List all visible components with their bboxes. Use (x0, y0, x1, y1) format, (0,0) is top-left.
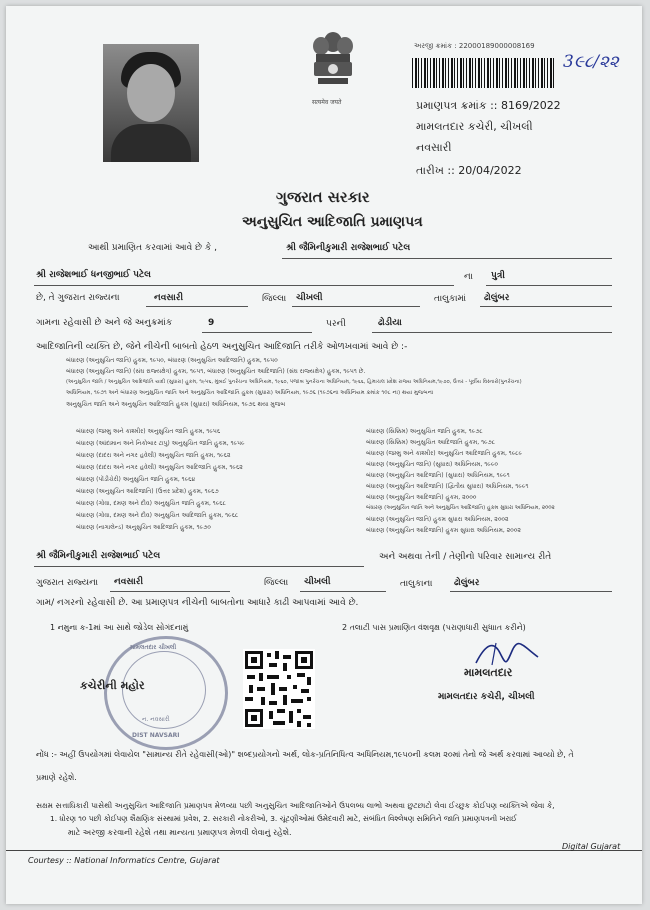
district2-value: નવસારી (114, 577, 144, 587)
note-benefits: સક્ષમ સત્તાધિકારી પાસેથી અનુસુચિત આદિજાતિ પ્રમાણપત્ર મેળવ્યા પછી અનુસુચિત આદિજાતિઓને ઉપલબ્ધ લાભો અથવા છુટછાટો લેવા ઈચ્છુક કોઈપણ વ્યક્તિએ જેવા કે, (36, 801, 555, 810)
taluka-label: તાલુકામાં (434, 294, 467, 304)
photo-face (127, 64, 175, 122)
issuing-district: નવસારી (416, 141, 452, 154)
office-seal-label: કચેરીની મહોર (80, 679, 145, 692)
order-left-item: બંધારણ (દાદરા અને નગર હવેલી) અનુસુચિત આદિજાતિ હુકમ, ૧૯૬૨ (76, 464, 243, 471)
issuing-office: મામલતદાર કચેરી, ચીખલી (416, 120, 533, 133)
barcode (412, 58, 554, 88)
note-residence-cont: પ્રમાણે રહેશે. (36, 773, 77, 782)
village2-underline (450, 591, 612, 592)
village2-value: ઢોલુંબર (454, 578, 480, 588)
village-value: ઢોલુંબર (484, 293, 510, 303)
applicant-name: શ્રી જૈમિનીકુમારી રાજેશભાઈ પટેલ (286, 243, 411, 253)
order-item: બંધારણ (અનુસુચિત જાતિ) હુકમ, ૧૯૫૦, બંધારણ (અનુસુચિત આદિજાતિ) હુકમ, ૧૯૫૦ (66, 357, 278, 364)
order-left-item: બંધારણ (પોંડીચેરી) અનુસુચિત જાતિ હુકમ, ૧૯૬૪ (76, 476, 196, 483)
na-label: ના (464, 272, 473, 282)
order-right-item: બંધારણ (અનુસુચિત આદિજાતિ) હુકમ, ૨૦૦૦ (366, 494, 477, 501)
note-validity: માટે અરજી કરવાની રહેશે તથા માન્યતા પ્રમાણપત્ર મેળવી લેવાનું રહેશે. (68, 828, 292, 837)
district2-label: જિલ્લા (264, 578, 289, 588)
order-right-item: બંધારણ (અનુસુચિત જાતિ) હુકમ સુધારા અધિનિયમ, ૨૦૦૨ (366, 516, 509, 523)
serial-label: પરની (326, 319, 346, 329)
order-right-item: બંધારણ (અનુસુચિત જાતિ અને અનુસુચિત આદિજાતિ) હુકમ સુધારા અધિનિયમ, ૨૦૦૨ (366, 505, 555, 511)
order-right-item: બંધારણ (અનુસુચિત આદિજાતિ) હુકમ સુધારા અધિનિયમ, ૨૦૦૨ (366, 527, 521, 534)
photo-body (111, 124, 191, 162)
application-number: અરજી ક્રમાંક : 22000189000008169 (414, 42, 535, 50)
signatory-title: મામલતદાર (464, 666, 513, 679)
state2-label: ગુજરાત રાજ્યના (36, 578, 99, 588)
digital-gujarat-label: Digital Gujarat (562, 842, 621, 851)
handwritten-number: 3૯૮/૨૨ (563, 52, 619, 72)
order-item: બંધારણ (અનુસુચિત જાતિ) (સંઘ રાજ્યક્ષેત્ર) હુકમ, ૧૯૫૧, બંધારણ (અનુસુચિત આદિજાતિ) (સંઘ રાજ્યક્ષેત્ર) હુકમ, ૧૯૫૧ છે. (66, 368, 366, 375)
seal-bottom-text: DIST NAVSARI (132, 732, 180, 739)
qr-code-icon (243, 649, 315, 729)
signatory-office: મામલતદાર કચેરી, ચીખલી (438, 692, 535, 702)
order-item: અધિનિયમ, ૧૯૭૧ અને બંધારણ અનુસુચિત જાતિ અને અનુસુચિત આદિજાતિ હુકમ (સુધારા) અધિનિયમ, ૧૯૭૬ (૧૯૭૬ના અધિનિયમ ક્રમાંક ૧૦૮ ના) થયા મુજબના (66, 390, 434, 396)
certificate-page (6, 6, 642, 904)
village-label: ગામના રહેવાસી છે અને જે અનુક્રમાંક (36, 318, 173, 328)
order-left-item: બંધારણ (ગોવા, દમણ અને દીવ) અનુસુચિત જાતિ હુકમ, ૧૯૬૮ (76, 500, 226, 507)
certificate-title: અનુસુચિત આદિજાતિ પ્રમાણપત્ર (242, 214, 423, 230)
applicant-photo (103, 44, 199, 162)
order-left-item: બંધારણ (દાદરા અને નગર હવેલી) અનુસુચિત જાતિ હુકમ, ૧૯૬૨ (76, 452, 231, 459)
order-left-item: બંધારણ (આંદામાન અને નિકોબાર ટાપુ) અનુસુચિત જાતિ હુકમ, ૧૯૫૯ (76, 440, 245, 447)
signature-icon (472, 639, 542, 669)
serial-underline (202, 332, 312, 333)
district-value: નવસારી (154, 293, 184, 303)
seal-top-text: મામલતદાર ચીખલી (130, 644, 177, 651)
order-right-item: બંધારણ (અનુસુચિત આદિજાતિ) (દ્વિતીય સુધારા) અધિનિયમ, ૧૯૯૧ (366, 483, 529, 490)
order-left-item: બંધારણ (જમ્મુ અને કાશ્મીર) અનુસુચિત જાતિ હુકમ, ૧૯૫૬ (76, 428, 221, 435)
order-right-item: બંધારણ (સિક્કિમ) અનુસુચિત જાતિ હુકમ, ૧૯૭૮ (366, 428, 483, 435)
note-purposes: 1. ધોરણ ૧૦ પછી કોઈપણ શૈક્ષણિક સંસ્થામાં પ્રવેશ, 2. સરકારી નોકરીઓ, 3. ચૂંટણીઓમાં ઉમેદવારી માટે, સંબંધિત વિશ્લેષણ સમિતિને જાતિ પ્રમાણપત્રની ખરાઈ (50, 814, 517, 823)
taluka-value: ચીખલી (296, 293, 323, 303)
order-left-item: બંધારણ (ગોવા, દમણ અને દીવ) અનુસુચિત આદિજાતિ હુકમ, ૧૯૬૮ (76, 512, 239, 519)
order-right-item: બંધારણ (સિક્કિમ) અનુસુચિત આદિજાતિ હુકમ, ૧૯૭૮ (366, 439, 496, 446)
government-title: ગુજરાત સરકાર (276, 188, 370, 206)
applicant-underline (282, 258, 612, 259)
taluka2-underline (300, 591, 386, 592)
issue-date: તારીખ :: 20/04/2022 (416, 164, 522, 177)
village-underline (480, 306, 612, 307)
district-label: જિલ્લા (262, 294, 287, 304)
district2-underline (110, 591, 230, 592)
tribe-name: ઢોડીયા (378, 318, 402, 328)
resident-statement: ગામ/ નગરનો રહેવાસી છે. આ પ્રમાણપત્ર નીચેની બાબતોના આધારે કાઢી આપવામાં આવે છે. (36, 598, 359, 608)
order-right-item: બંધારણ (અનુસુચિત આદિજાતિ) (સુધારા) અધિનિયમ, ૧૯૯૧ (366, 472, 510, 479)
order-item: (અનુસુચિત જાતિ / અનુસુચિત આદિજાતિ યાદી (સુધારા) હુકમ, ૧૯૫૬, મુંબઈ પુનર્રચના અધિનિયમ, ૧૯૬૦, પંજાબ પુનર્રચના અધિનિયમ, ૧૯૬૬, હિમાચલ પ્રદેશ રાજ્ય અધિનિયમ,૧૯૭૦, ઉત્તર - પૂર્વીય વિસ્તારો(પુનર્રચના) (66, 379, 522, 385)
relation: પુત્રી (491, 271, 505, 281)
taluka2-label: તાલુકાના (400, 579, 433, 589)
tribe-underline (372, 332, 612, 333)
taluka-underline (292, 306, 420, 307)
order-right-item: બંધારણ (અનુસુચિત જાતિ) (સુધારા) અધિનિયમ, ૧૯૯૦ (366, 461, 498, 468)
basis-affidavit: 1 નમુના ક-1માં આ સાથે જોડેલ સોગંદનામું (50, 623, 189, 632)
tribe-statement: આદિજાતિની વ્યક્તિ છે, જેને નીચેની બાબતો હેઠળ અનુસુચિત આદિજાતિ તરીકે ઓળખવામાં આવે છે :- (36, 342, 408, 352)
certify-label: આથી પ્રમાણિત કરવામાં આવે છે કે , (88, 243, 217, 253)
certificate-number: પ્રમાણપત્ર ક્રમાંક :: 8169/2022 (416, 99, 561, 112)
order-left-item: બંધારણ (અનુસુચિત આદિજાતિ) (ઉત્તર પ્રદેશ) હુકમ, ૧૯૬૭ (76, 488, 219, 495)
emblem-caption: सत्यमेव जयते (312, 99, 342, 106)
family-label: અને અથવા તેની / તેણીનો પરિવાર સામાન્ય રીતે (379, 552, 552, 562)
footer-divider (6, 850, 642, 851)
state-label: છે, તે ગુજરાત રાજ્યના (36, 293, 120, 303)
basis-family-tree: 2 તલાટી પાસ પ્રમાણિત વંશવૃક્ષ (પરાણાધારી સુધાાત કરીને) (342, 623, 526, 632)
order-right-item: બંધારણ (જમ્મુ અને કાશ્મીર) અનુસુચિત આદિજાતિ હુકમ, ૧૯૮૯ (366, 450, 523, 457)
national-emblem-icon (304, 28, 362, 98)
father-name: શ્રી રાજેશભાઈ ધનજીભાઈ પટેલ (36, 270, 151, 280)
applicant2-underline (34, 566, 364, 567)
seal-inner-text: ન. નવસારી (142, 716, 170, 723)
applicant-name-2: શ્રી જૈમિનીકુમારી રાજેશભાઈ પટેલ (36, 551, 161, 561)
order-item: અનુસુચિત જાતિ અને અનુસુચિત આદિજાતિ હુકમ (સુધારા) અધિનિયમ, ૧૯૭૬ થયા મુજબ (66, 401, 286, 408)
relation-underline (486, 285, 612, 286)
taluka2-value: ચીખલી (304, 577, 331, 587)
father-underline (34, 285, 454, 286)
note-residence: નોંધ :- અહીં ઉપયોગમાં લેવાયેલ "સામાન્ય રીતે રહેવાસી(ઓ)" શબ્દપ્રયોગનો અર્થ, લોક-પ્રતિનિધિત્વ અધિનિયમ,૧૯૫૦ની કલમ ૨૦માં તેનો જે અર્થ કરવામાં આવ્યો છે, તે (36, 750, 574, 759)
schedule-serial: 9 (208, 318, 215, 328)
courtesy-label: Courtesy :: National Informatics Centre, Gujarat (28, 856, 220, 865)
district-underline (146, 306, 248, 307)
order-left-item: બંધારણ (નાગાલેન્ડ) અનુસુચિત આદિજાતિ હુકમ, ૧૯૭૦ (76, 524, 211, 531)
qr-code (243, 649, 315, 729)
